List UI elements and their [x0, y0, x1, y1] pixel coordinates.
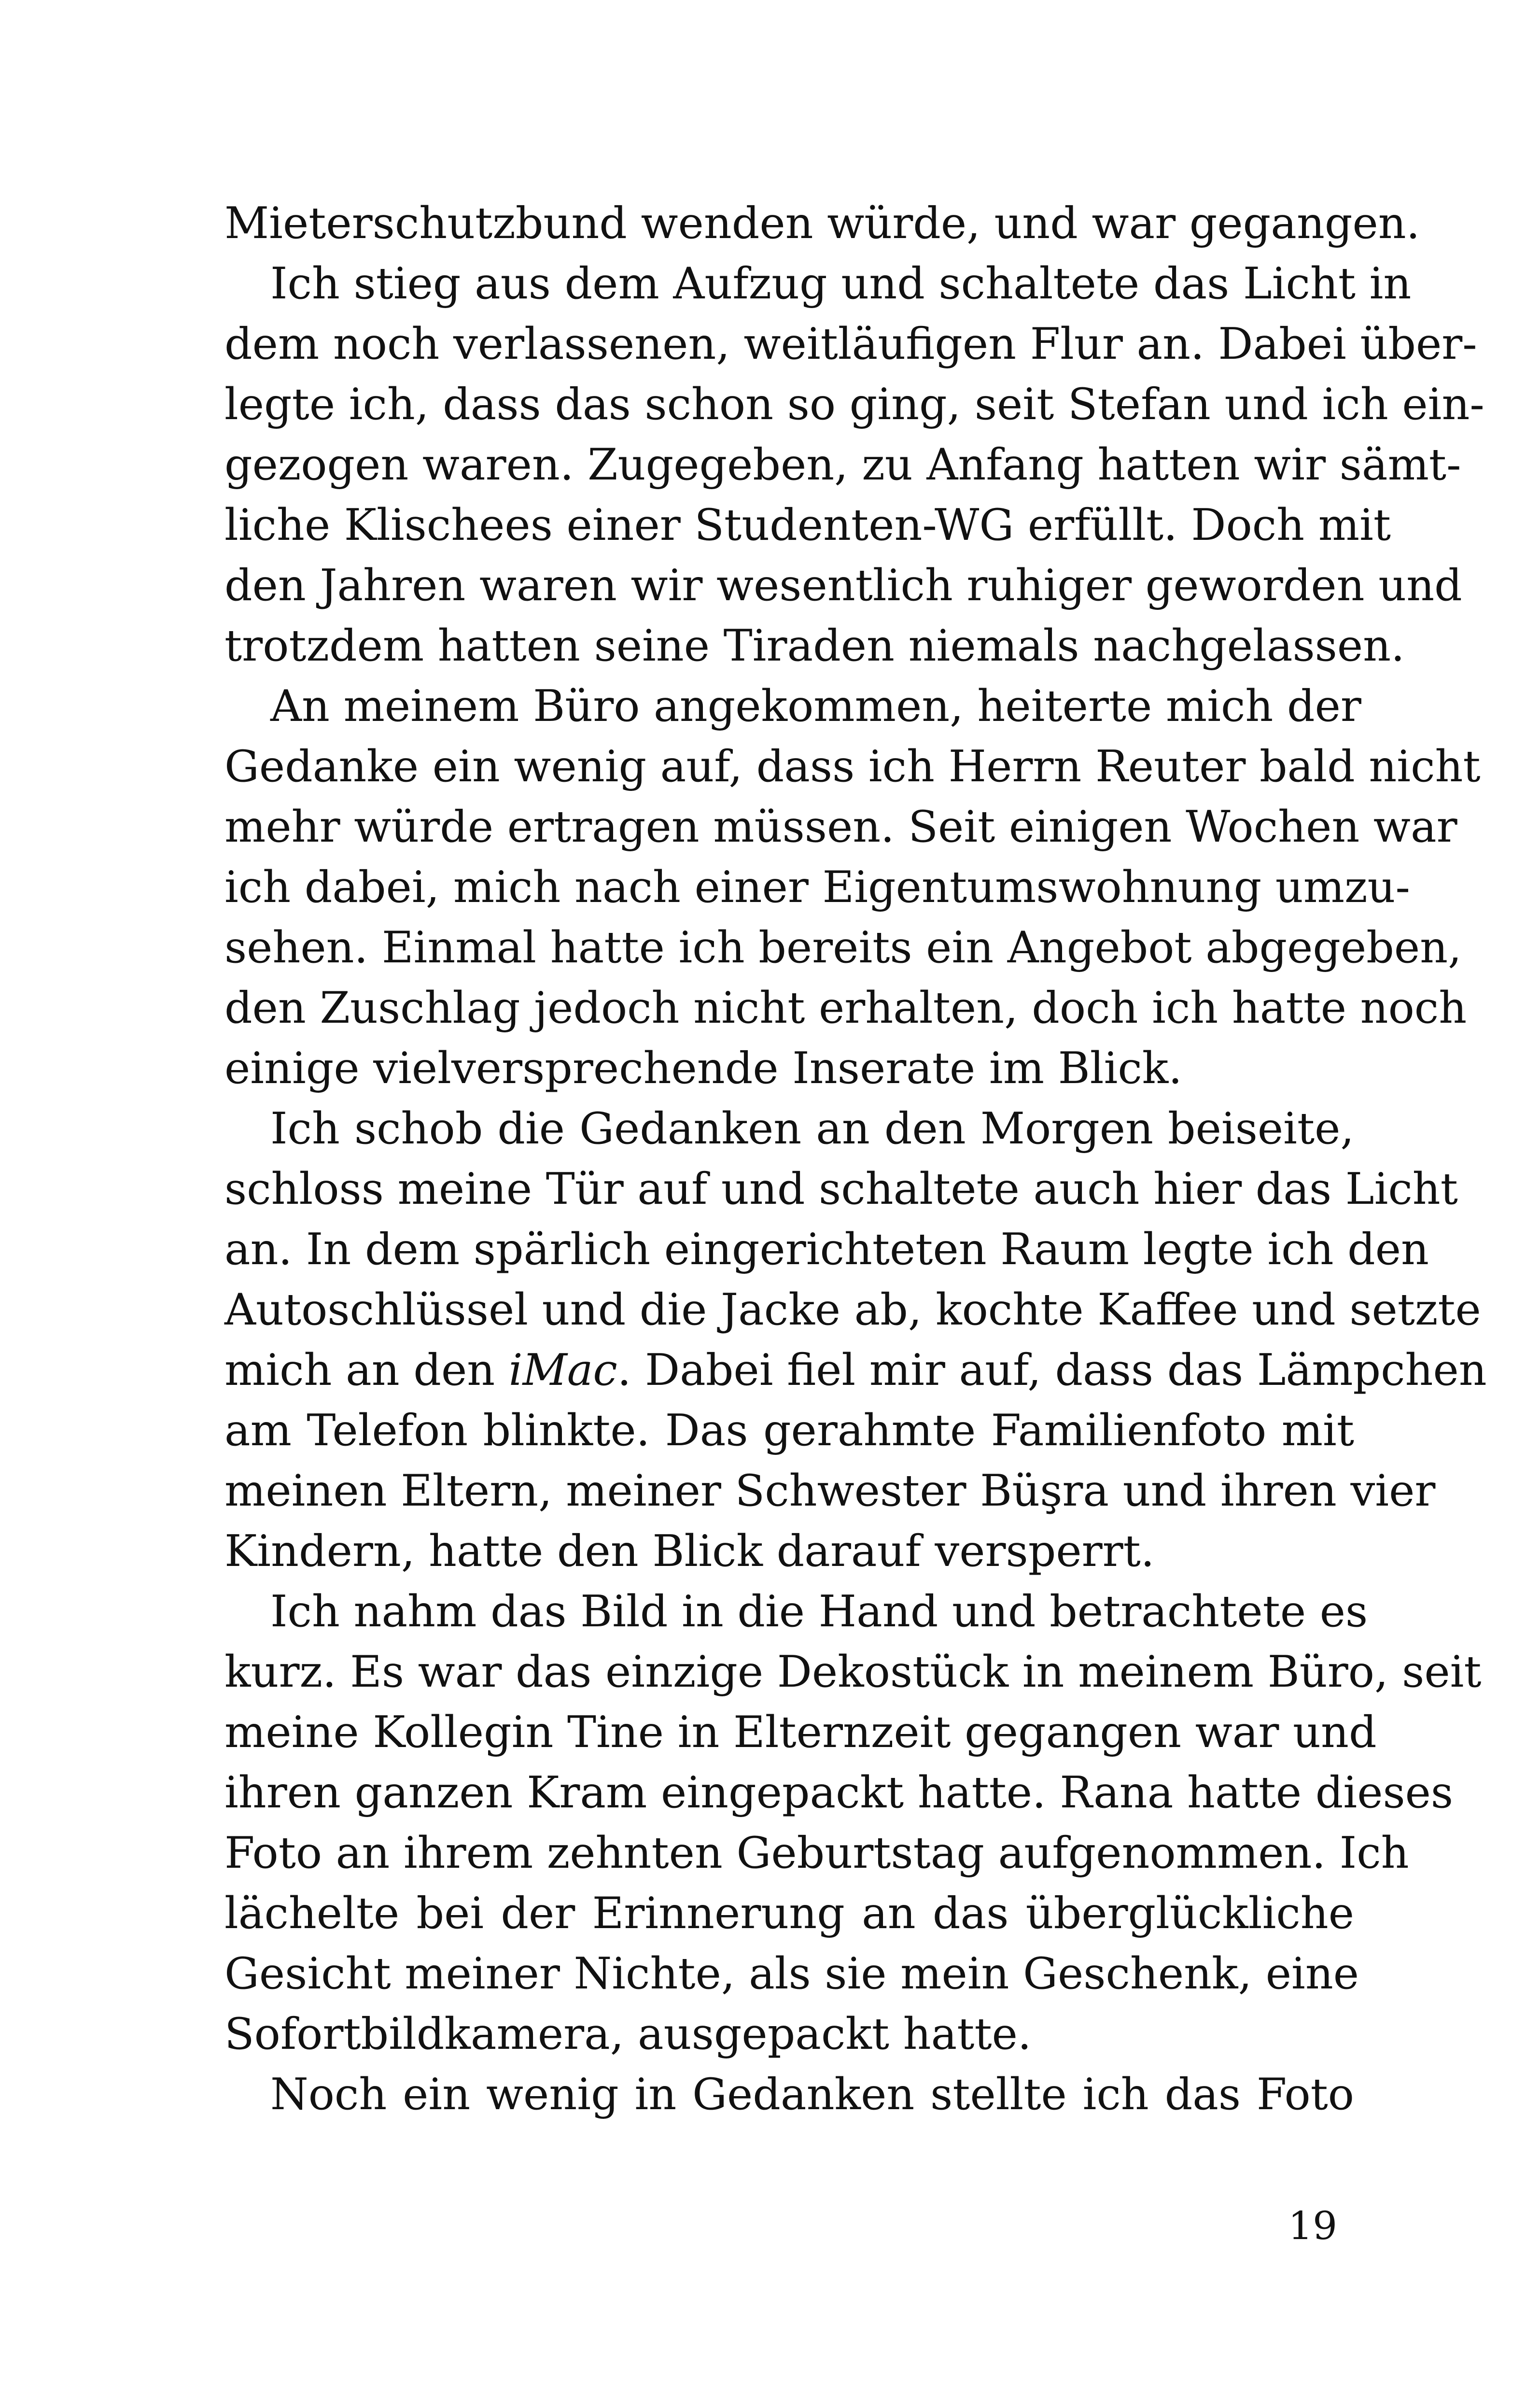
text-line: Kindern, hatte den Blick darauf versperrt. — [224, 1526, 1155, 1577]
text-line: den Jahren waren wir wesentlich ruhiger geworden und — [224, 560, 1462, 611]
text-line: Foto an ihrem zehnten Geburtstag aufgenommen. Ich — [224, 1828, 1409, 1878]
text-line: schloss meine Tür auf und schaltete auch hier das Licht — [224, 1164, 1458, 1214]
text-line: einige vielversprechende Inserate im Blick. — [224, 1043, 1182, 1094]
italic-product-name: iMac — [508, 1345, 617, 1395]
text-line: dem noch verlassenen, weitläufigen Flur an. Dabei über- — [224, 319, 1477, 369]
text-line: mehr würde ertragen müssen. Seit einigen Wochen war — [224, 802, 1457, 852]
text-segment: . Dabei fiel mir auf, dass das Lämpchen — [617, 1345, 1487, 1395]
text-line: meinen Eltern, meiner Schwester Büşra und ihren vier — [224, 1466, 1436, 1516]
text-line: Gesicht meiner Nichte, als sie mein Geschenk, eine — [224, 1948, 1359, 1999]
text-line: Ich stieg aus dem Aufzug und schaltete das Licht in — [270, 258, 1412, 309]
text-line: ihren ganzen Kram eingepackt hatte. Rana hatte dieses — [224, 1767, 1454, 1818]
text-line: gezogen waren. Zugegeben, zu Anfang hatten wir sämt- — [224, 439, 1461, 490]
text-line: Noch ein wenig in Gedanken stellte ich das Foto — [270, 2069, 1354, 2120]
text-line: an. In dem spärlich eingerichteten Raum legte ich den — [224, 1224, 1429, 1275]
text-line: Gedanke ein wenig auf, dass ich Herrn Reuter bald nicht — [224, 741, 1481, 792]
text-line: lächelte bei der Erinnerung an das überglückliche — [224, 1888, 1354, 1939]
body-text — [224, 193, 1487, 2125]
text-line: liche Klischees einer Studenten-WG erfüllt. Doch mit — [224, 500, 1391, 550]
text-line — [224, 1340, 1487, 1400]
text-line: ich dabei, mich nach einer Eigentumswohnung umzu- — [224, 862, 1410, 913]
text-line: Sofortbildkamera, ausgepackt hatte. — [224, 2009, 1032, 2059]
text-line: meine Kollegin Tine in Elternzeit gegangen war und — [224, 1707, 1377, 1758]
text-line: legte ich, dass das schon so ging, seit Stefan und ich ein- — [224, 379, 1484, 430]
text-line: Mieterschutzbund wenden würde, und war gegangen. — [224, 198, 1420, 249]
text-line: kurz. Es war das einzige Dekostück in meinem Büro, seit — [224, 1647, 1482, 1697]
text-line: trotzdem hatten seine Tiraden niemals nachgelassen. — [224, 620, 1405, 671]
text-line: Ich schob die Gedanken an den Morgen beiseite, — [270, 1103, 1354, 1154]
text-segment: mich an den — [224, 1345, 509, 1395]
page-number: 19 — [1288, 2203, 1337, 2248]
text-line: Autoschlüssel und die Jacke ab, kochte Kaffee und setzte — [224, 1284, 1481, 1335]
text-line: An meinem Büro angekommen, heiterte mich der — [270, 681, 1361, 732]
text-line: am Telefon blinkte. Das gerahmte Familienfoto mit — [224, 1405, 1354, 1456]
text-line: den Zuschlag jedoch nicht erhalten, doch ich hatte noch — [224, 983, 1467, 1033]
text-line: sehen. Einmal hatte ich bereits ein Angebot abgegeben, — [224, 922, 1462, 973]
text-line: Ich nahm das Bild in die Hand und betrachtete es — [270, 1586, 1368, 1637]
